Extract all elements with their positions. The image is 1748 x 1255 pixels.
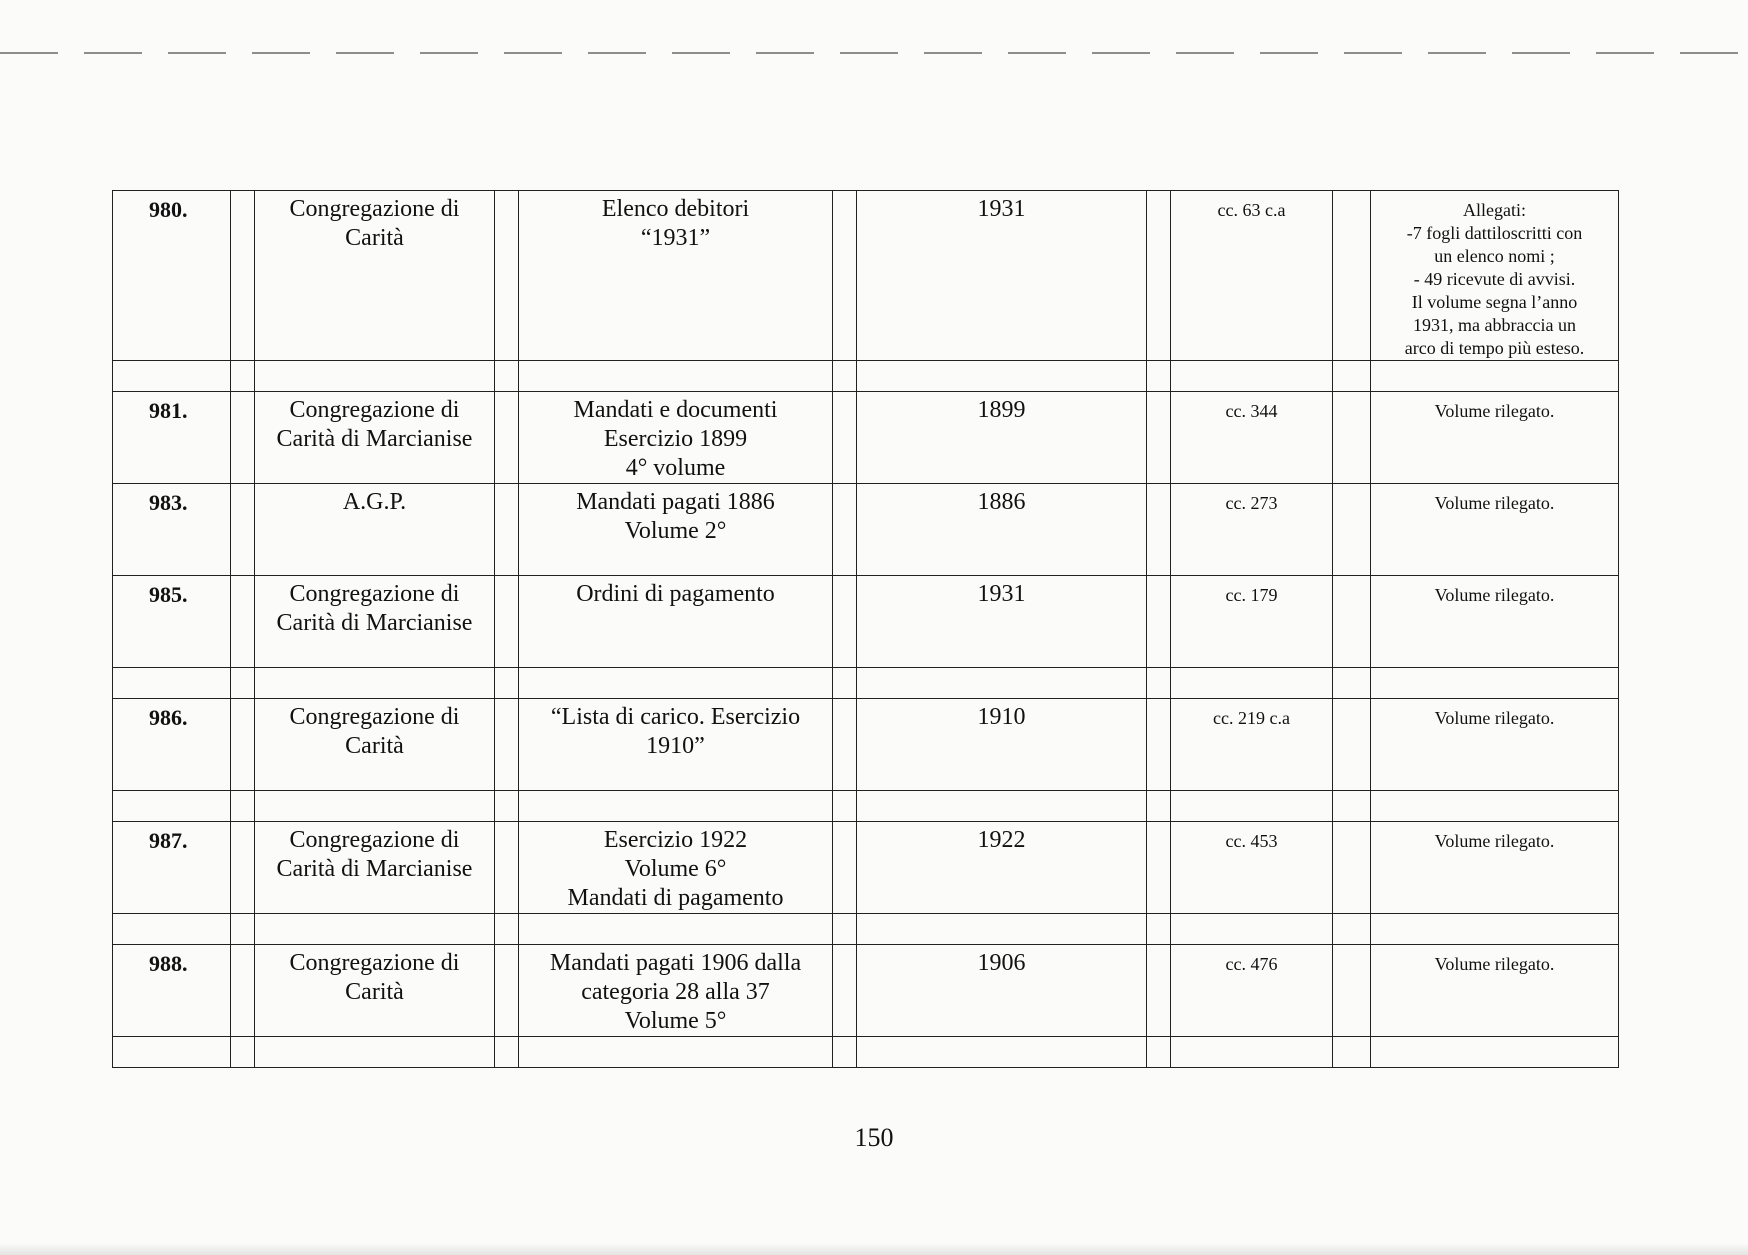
gap-cell — [255, 791, 495, 822]
entry-number: 985. — [113, 576, 231, 668]
year-cell: 1931 — [857, 191, 1147, 361]
description-cell — [519, 484, 833, 576]
entity-cell-line: Congregazione di — [289, 950, 460, 976]
description-cell-line: Volume 5° — [624, 1008, 727, 1034]
description-cell-line: Mandati pagati 1886 — [576, 489, 775, 515]
gap-cell — [1147, 392, 1171, 484]
entity-cell — [255, 191, 495, 361]
gap-cell — [857, 361, 1147, 392]
pages-cell: cc. 219 c.a — [1171, 699, 1333, 791]
gap-cell — [231, 822, 255, 914]
entity-cell — [255, 822, 495, 914]
pages-cell: cc. 179 — [1171, 576, 1333, 668]
gap-cell — [1333, 822, 1371, 914]
gap-cell — [231, 392, 255, 484]
description-cell-line: Volume 6° — [624, 856, 727, 882]
gap-cell — [1371, 361, 1619, 392]
gap-cell — [1171, 914, 1333, 945]
gap-cell — [495, 699, 519, 791]
notes-cell-line: Allegati: — [1463, 200, 1526, 220]
entity-cell-line: Carità di Marcianise — [276, 610, 473, 636]
gap-cell — [255, 361, 495, 392]
gap-cell — [1371, 791, 1619, 822]
entity-cell-line: Carità — [345, 225, 404, 251]
gap-cell — [1147, 822, 1171, 914]
gap-cell — [1147, 191, 1171, 361]
entry-number: 980. — [113, 191, 231, 361]
notes-cell-line: Volume rilegato. — [1434, 708, 1555, 728]
pages-cell: cc. 63 c.a — [1171, 191, 1333, 361]
entity-cell-line: Congregazione di — [289, 581, 460, 607]
entry-number: 987. — [113, 822, 231, 914]
gap-cell — [1333, 191, 1371, 361]
notes-cell-line: 1931, ma abbraccia un — [1413, 315, 1576, 335]
notes-cell — [1371, 392, 1619, 484]
gap-cell — [1333, 945, 1371, 1037]
gap-cell — [833, 668, 857, 699]
description-cell — [519, 191, 833, 361]
entity-cell — [255, 484, 495, 576]
gap-cell — [1371, 914, 1619, 945]
table-row — [113, 392, 1619, 484]
gap-cell — [495, 668, 519, 699]
description-cell-line: Ordini di pagamento — [576, 581, 775, 607]
description-cell — [519, 392, 833, 484]
gap-cell — [495, 791, 519, 822]
gap-cell — [1333, 668, 1371, 699]
gap-cell — [1147, 945, 1171, 1037]
year-cell: 1922 — [857, 822, 1147, 914]
gap-cell — [495, 392, 519, 484]
gap-cell — [1147, 668, 1171, 699]
description-cell — [519, 699, 833, 791]
gap-cell — [833, 791, 857, 822]
gap-cell — [495, 945, 519, 1037]
gap-cell — [113, 1037, 231, 1068]
gap-cell — [1371, 668, 1619, 699]
gap-cell — [1147, 361, 1171, 392]
notes-cell-line: - 49 ricevute di avvisi. — [1413, 269, 1576, 289]
description-cell-line: “Lista di carico. Esercizio — [550, 704, 801, 730]
gap-cell — [231, 576, 255, 668]
description-cell-line: Mandati di pagamento — [567, 885, 784, 911]
gap-cell — [857, 791, 1147, 822]
gap-cell — [113, 914, 231, 945]
inventory-table — [112, 190, 1619, 1068]
entry-number: 983. — [113, 484, 231, 576]
entity-cell-line: Carità di Marcianise — [276, 426, 473, 452]
gap-cell — [519, 914, 833, 945]
spacer-row — [113, 668, 1619, 699]
gap-cell — [495, 1037, 519, 1068]
notes-cell — [1371, 699, 1619, 791]
gap-cell — [1147, 791, 1171, 822]
description-cell — [519, 576, 833, 668]
gap-cell — [1171, 668, 1333, 699]
gap-cell — [1333, 914, 1371, 945]
gap-cell — [833, 392, 857, 484]
pages-cell: cc. 344 — [1171, 392, 1333, 484]
gap-cell — [833, 361, 857, 392]
gap-cell — [1333, 484, 1371, 576]
gap-cell — [1333, 392, 1371, 484]
gap-cell — [495, 576, 519, 668]
gap-cell — [833, 484, 857, 576]
gap-cell — [231, 668, 255, 699]
description-cell-line: Esercizio 1922 — [603, 827, 748, 853]
gap-cell — [519, 1037, 833, 1068]
pages-cell: cc. 476 — [1171, 945, 1333, 1037]
page-number: 150 — [854, 1123, 894, 1152]
gap-cell — [1333, 576, 1371, 668]
entity-cell — [255, 699, 495, 791]
gap-cell — [857, 914, 1147, 945]
gap-cell — [833, 945, 857, 1037]
gap-cell — [113, 791, 231, 822]
notes-cell-line: arco di tempo più esteso. — [1404, 338, 1585, 358]
gap-cell — [833, 1037, 857, 1068]
gap-cell — [255, 914, 495, 945]
entity-cell-line: Carità di Marcianise — [276, 856, 473, 882]
gap-cell — [1171, 791, 1333, 822]
description-cell-line: categoria 28 alla 37 — [581, 979, 770, 1005]
spacer-row — [113, 914, 1619, 945]
gap-cell — [113, 668, 231, 699]
notes-cell-line: Volume rilegato. — [1434, 831, 1555, 851]
gap-cell — [1171, 1037, 1333, 1068]
notes-cell — [1371, 191, 1619, 361]
entity-cell — [255, 576, 495, 668]
notes-cell — [1371, 576, 1619, 668]
pages-cell: cc. 273 — [1171, 484, 1333, 576]
gap-cell — [1171, 361, 1333, 392]
gap-cell — [231, 945, 255, 1037]
gap-cell — [1333, 1037, 1371, 1068]
gap-cell — [1333, 361, 1371, 392]
gap-cell — [1371, 1037, 1619, 1068]
entity-cell-line: Congregazione di — [289, 196, 460, 222]
table-row — [113, 822, 1619, 914]
entry-number: 981. — [113, 392, 231, 484]
gap-cell — [1147, 576, 1171, 668]
notes-cell — [1371, 484, 1619, 576]
gap-cell — [231, 484, 255, 576]
scan-edge — [0, 1243, 1748, 1255]
entity-cell — [255, 945, 495, 1037]
entity-cell-line: Congregazione di — [289, 397, 460, 423]
table-row — [113, 191, 1619, 361]
table-row — [113, 699, 1619, 791]
table-row — [113, 484, 1619, 576]
gap-cell — [857, 1037, 1147, 1068]
year-cell: 1910 — [857, 699, 1147, 791]
gap-cell — [495, 191, 519, 361]
entity-cell-line: Congregazione di — [289, 827, 460, 853]
spacer-row — [113, 1037, 1619, 1068]
gap-cell — [833, 822, 857, 914]
notes-cell-line: un elenco nomi ; — [1434, 246, 1555, 266]
gap-cell — [519, 791, 833, 822]
gap-cell — [1333, 791, 1371, 822]
entry-number: 986. — [113, 699, 231, 791]
description-cell-line: 4° volume — [625, 455, 726, 481]
gap-cell — [231, 191, 255, 361]
gap-cell — [519, 361, 833, 392]
year-cell: 1906 — [857, 945, 1147, 1037]
description-cell-line: Esercizio 1899 — [603, 426, 748, 452]
description-cell-line: Elenco debitori — [601, 196, 750, 222]
table-body — [113, 191, 1619, 1068]
year-cell: 1899 — [857, 392, 1147, 484]
pages-cell: cc. 453 — [1171, 822, 1333, 914]
table-row — [113, 576, 1619, 668]
gap-cell — [1147, 484, 1171, 576]
gap-cell — [1147, 1037, 1171, 1068]
notes-cell-line: -7 fogli dattiloscritti con — [1406, 223, 1583, 243]
description-cell-line: Mandati pagati 1906 dalla — [549, 950, 802, 976]
description-cell — [519, 945, 833, 1037]
description-cell-line: Mandati e documenti — [573, 397, 778, 423]
entity-cell-line: Carità — [345, 733, 404, 759]
gap-cell — [495, 361, 519, 392]
gap-cell — [1147, 914, 1171, 945]
gap-cell — [495, 484, 519, 576]
entity-cell-line: A.G.P. — [342, 489, 407, 515]
gap-cell — [833, 699, 857, 791]
top-dashed-line — [0, 52, 1748, 54]
entity-cell-line: Congregazione di — [289, 704, 460, 730]
notes-cell-line: Il volume segna l’anno — [1411, 292, 1578, 312]
gap-cell — [495, 822, 519, 914]
table-row — [113, 945, 1619, 1037]
description-cell — [519, 822, 833, 914]
notes-cell-line: Volume rilegato. — [1434, 954, 1555, 974]
year-cell: 1931 — [857, 576, 1147, 668]
gap-cell — [255, 1037, 495, 1068]
gap-cell — [519, 668, 833, 699]
gap-cell — [113, 361, 231, 392]
gap-cell — [231, 1037, 255, 1068]
gap-cell — [495, 914, 519, 945]
notes-cell-line: Volume rilegato. — [1434, 401, 1555, 421]
description-cell-line: “1931” — [640, 225, 711, 251]
spacer-row — [113, 791, 1619, 822]
entity-cell — [255, 392, 495, 484]
gap-cell — [833, 576, 857, 668]
notes-cell-line: Volume rilegato. — [1434, 585, 1555, 605]
gap-cell — [833, 914, 857, 945]
description-cell-line: Volume 2° — [624, 518, 727, 544]
gap-cell — [857, 668, 1147, 699]
gap-cell — [231, 699, 255, 791]
gap-cell — [231, 791, 255, 822]
gap-cell — [231, 361, 255, 392]
notes-cell — [1371, 945, 1619, 1037]
gap-cell — [1333, 699, 1371, 791]
entity-cell-line: Carità — [345, 979, 404, 1005]
gap-cell — [255, 668, 495, 699]
gap-cell — [1147, 699, 1171, 791]
notes-cell-line: Volume rilegato. — [1434, 493, 1555, 513]
notes-cell — [1371, 822, 1619, 914]
gap-cell — [231, 914, 255, 945]
description-cell-line: 1910” — [646, 733, 705, 759]
gap-cell — [833, 191, 857, 361]
spacer-row — [113, 361, 1619, 392]
entry-number: 988. — [113, 945, 231, 1037]
year-cell: 1886 — [857, 484, 1147, 576]
